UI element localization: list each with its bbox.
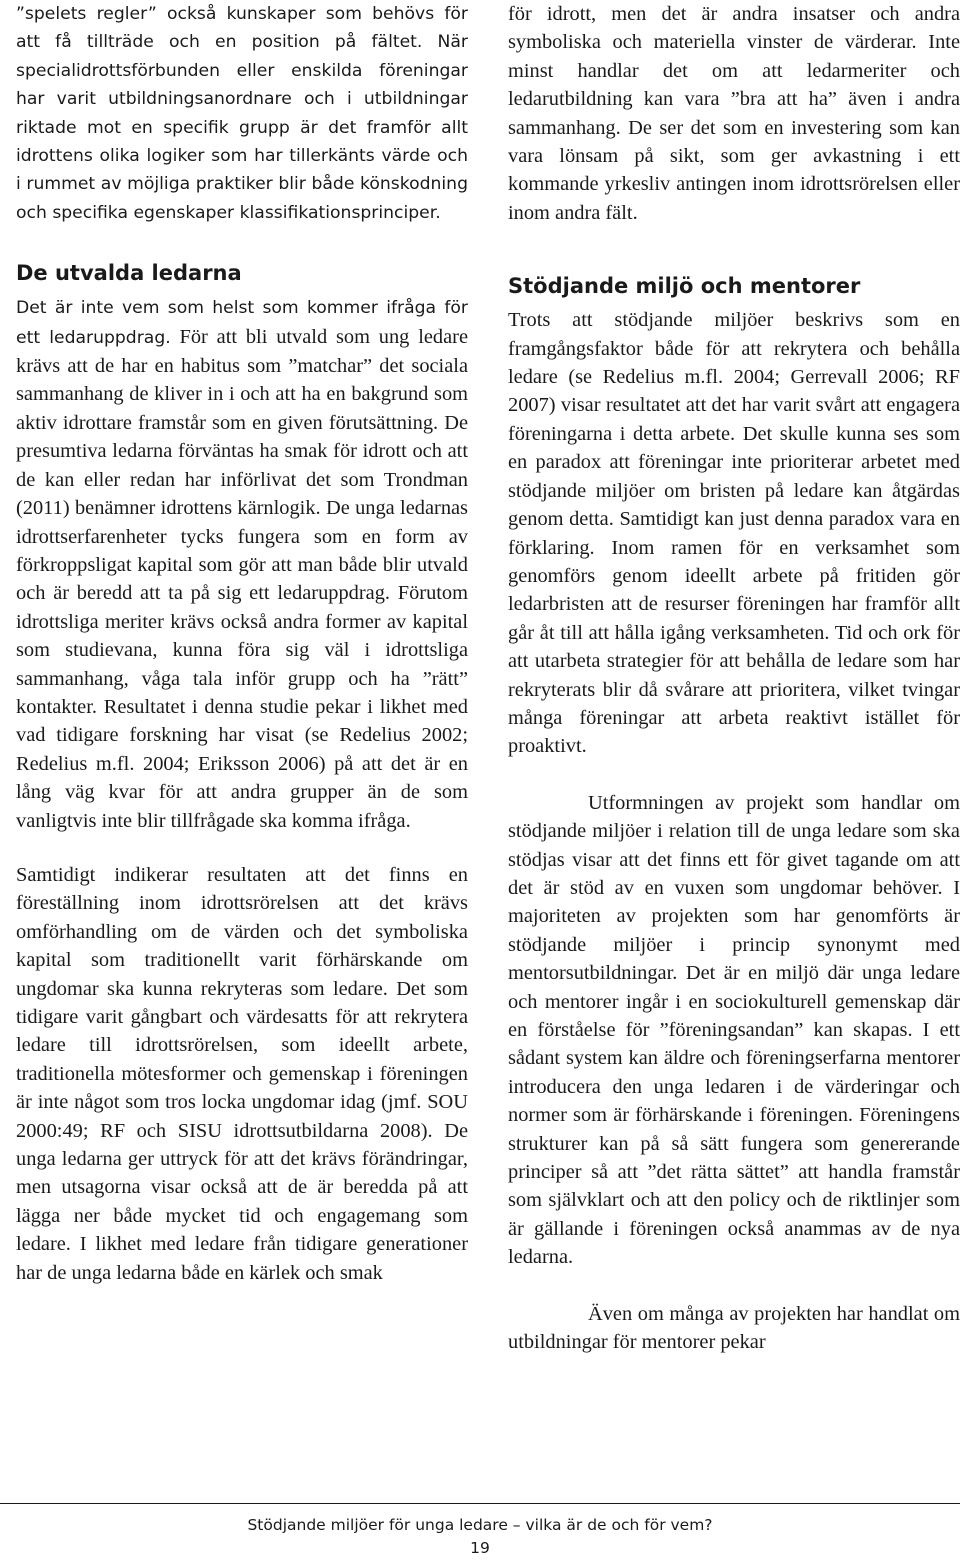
right-paragraph-3: Utformningen av projekt som handlar om stödjande miljöer i relation till de unga ledare som ska stödjas visar att det finns ett för givet tagande om att det är stöd av en vuxen som ungdomar behöver. I majoriteten av projekten som har genomförts är stödjande miljöer i princip synonymt med mentorsutbildningar. Det är en miljö där unga ledare och mentorer ingår i en sociokulturell gemenskap där en förståelse för ”föreningsandan” kan skapas. I ett sådant system kan äldre och föreningserfarna mentorer introducera den unga ledaren i de värderingar och normer som är förhärskande i föreningen. Föreningens strukturer kan på så sätt fungera som genererande principer så att ”det rätta sättet” att handla framstår som självklart och att den policy och de riktlinjer som är gällande i föreningen också anammas av de nya ledarna. — [508, 791, 960, 1269]
footer-rule — [0, 1503, 960, 1504]
left-paragraph-3: Samtidigt indikerar resultaten att det finns en föreställning inom idrottsrörelsen att det krävs omförhandling om de värden och det symboliska kapital som traditionellt varit förhärskande om ungdomar ska kunna rekryteras som ledare. Det som tidigare varit gångbart och värdesatts för att rekrytera ledare till idrottsrörelsen, som ideellt arbete, traditionella mötesformer och gemenskap i föreningen är inte något som tros locka ungdomar idag (jmf. SOU 2000:49; RF och SISU idrottsutbildarna 2008). De unga ledarna ger uttryck för att det krävs förändringar, men utsagorna visar också att de är beredda på att lägga ner både mycket tid och engagemang som ledare. I likhet med ledare från tidigare generationer har de unga ledarna både en kärlek och smak — [16, 863, 468, 1284]
left-paragraph-2 — [16, 293, 468, 835]
running-footer-title: Stödjande miljöer för unga ledare – vilka är de och för vem? — [247, 1516, 713, 1534]
left-paragraph-1: ”spelets regler” också kunskaper som behövs för att få tillträde och en position på fältet. När specialidrottsförbunden eller enskilda föreningar har varit utbildningsanordnare och i utbildningar riktade mot en specifik grupp är det framför allt idrottens olika logiker som har tillerkänts värde och i rummet av möjliga praktiker blir både könskodning och specifika egenskaper klassifikationsprinciper. — [16, 4, 468, 223]
right-paragraph-2: Trots att stödjande miljöer beskrivs som en framgångsfaktor både för att rekrytera och behålla ledare (se Redelius m.fl. 2004; Gerrevall 2006; RF 2007) visar resultatet att det har varit svårt att engagera föreningarna i detta arbete. Det skulle kunna ses som en paradox att föreningar inte prioriterar arbetet med stödjande miljöer om bristen på ledare kan åtgärdas genom detta. Samtidigt kan just denna paradox vara en förklaring. Inom ramen för en verksamhet som genomförs genom ideellt arbete på fritiden gör ledarbristen att de resurser föreningen har framför allt går åt till att hålla igång verksamheten. Tid och ork för att utarbeta strategier för att behålla de ledare som har rekryterats blir då svårare att prioritera, vilket tvingar många föreningar att arbeta reaktivt istället för proaktivt. — [508, 309, 960, 758]
right-paragraph-1: för idrott, men det är andra insatser och andra symboliska och materiella vinster de värderar. Inte minst handlar det om att ledarmeriter och ledarutbildning kan vara ”bra att ha” även i andra sammanhang. De ser det som en investering som kan vara lönsam på sikt, som ger avkastning i ett kommande yrkesliv antingen inom idrottsrörelsen eller inom andra fält. — [508, 3, 960, 224]
right-column — [508, 0, 960, 1356]
section-heading-stodjande-miljo: Stödjande miljö och mentorer — [508, 274, 861, 299]
left-column — [16, 0, 468, 1287]
left-paragraph-2-body: För att bli utvald som ung ledare krävs att de har en habitus som ”matchar” det sociala sammanhang de kliver in i och att ha en bakgrund som aktiv idrottare framstår som en given förutsättning. De presumtiva ledarna förväntas ha smak för idrott och att de kan eller redan har införlivat det som Trondman (2011) benämner idrottens kärnlogik. De unga ledarnas idrottserfarenheter tycks fungera som en form av förkroppsligat kapital som gör att man både blir utvald och är beredd att ta på sig ett ledaruppdrag. Förutom idrottsliga meriter krävs också andra former av kapital som studievana, kunna föra sig väl i idrottsliga sammanhang, våga tala inför grupp och ha ”rätt” kontakter. Resultatet i denna studie pekar i likhet med vad tidigare forskning har visat (se Redelius 2002; Redelius m.fl. 2004; Eriksson 2006) på att det är en lång väg kvar för att andra grupper än de som vanligtvis inte blir tillfrågade ska komma ifråga. — [16, 325, 468, 832]
section-heading-utvalda-ledarna: De utvalda ledarna — [16, 261, 242, 286]
left-paragraph-2-lead: Det är inte vem som helst som kommer ifråga för ett ledaruppdrag. — [16, 298, 468, 348]
right-paragraph-4: Även om många av projekten har handlat om utbildningar för mentorer pekar — [508, 1302, 960, 1354]
page-number: 19 — [470, 1539, 490, 1557]
